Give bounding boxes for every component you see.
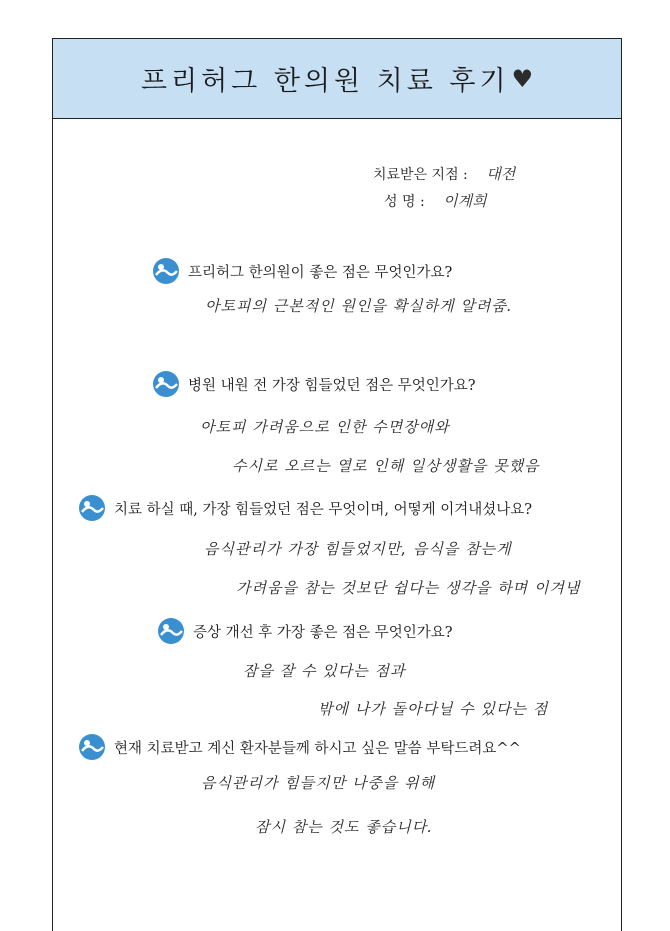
freehug-logo-icon	[152, 257, 180, 285]
question-text: 증상 개선 후 가장 좋은 점은 무엇인가요?	[193, 624, 453, 641]
answer-3-line-1: 음식관리가 가장 힘들었지만, 음식을 참는게	[204, 540, 512, 558]
name-label: 성 명 :	[384, 194, 425, 210]
answer-3-line-2: 가려움을 참는 것보단 쉽다는 생각을 하며 이겨냄	[236, 579, 581, 597]
freehug-logo-icon	[157, 617, 185, 645]
question-text: 프리허그 한의원이 좋은 점은 무엇인가요?	[188, 264, 453, 281]
title-banner	[53, 39, 621, 119]
answer-5-line-1: 음식관리가 힘들지만 나중을 위해	[201, 774, 436, 792]
question-3	[78, 494, 532, 522]
branch-row	[373, 163, 515, 184]
heart-icon: ♥	[511, 64, 534, 93]
question-2	[152, 370, 476, 398]
name-row	[384, 190, 487, 211]
question-text: 병원 내원 전 가장 힘들었던 점은 무엇인가요?	[188, 377, 476, 394]
answer-2-line-1: 아토피 가려움으로 인한 수면장애와	[200, 418, 450, 436]
answer-2-line-2: 수시로 오르는 열로 인해 일상생활을 못했음	[232, 457, 540, 475]
question-1	[152, 257, 452, 285]
freehug-logo-icon	[152, 370, 180, 398]
answer-4-line-1: 잠을 잘 수 있다는 점과	[243, 662, 406, 680]
freehug-logo-icon	[78, 494, 106, 522]
question-4	[157, 617, 453, 645]
name-value: 이계희	[443, 192, 487, 210]
answer-1-line-1: 아토피의 근본적인 원인을 확실하게 알려줌.	[205, 297, 513, 315]
freehug-logo-icon	[78, 733, 106, 761]
branch-value: 대전	[486, 165, 516, 183]
question-5	[78, 733, 521, 761]
page-title: 프리허그 한의원 치료 후기	[140, 66, 510, 97]
review-sheet	[52, 38, 622, 931]
answer-5-line-2: 잠시 참는 것도 좋습니다.	[255, 818, 433, 836]
answer-4-line-2: 밖에 나가 돌아다닐 수 있다는 점	[318, 700, 549, 718]
question-text: 치료 하실 때, 가장 힘들었던 점은 무엇이며, 어떻게 이겨내셨나요?	[114, 501, 533, 518]
branch-label: 치료받은 지점 :	[373, 167, 468, 183]
question-text: 현재 치료받고 계신 환자분들께 하시고 싶은 말씀 부탁드려요^^	[114, 740, 521, 757]
